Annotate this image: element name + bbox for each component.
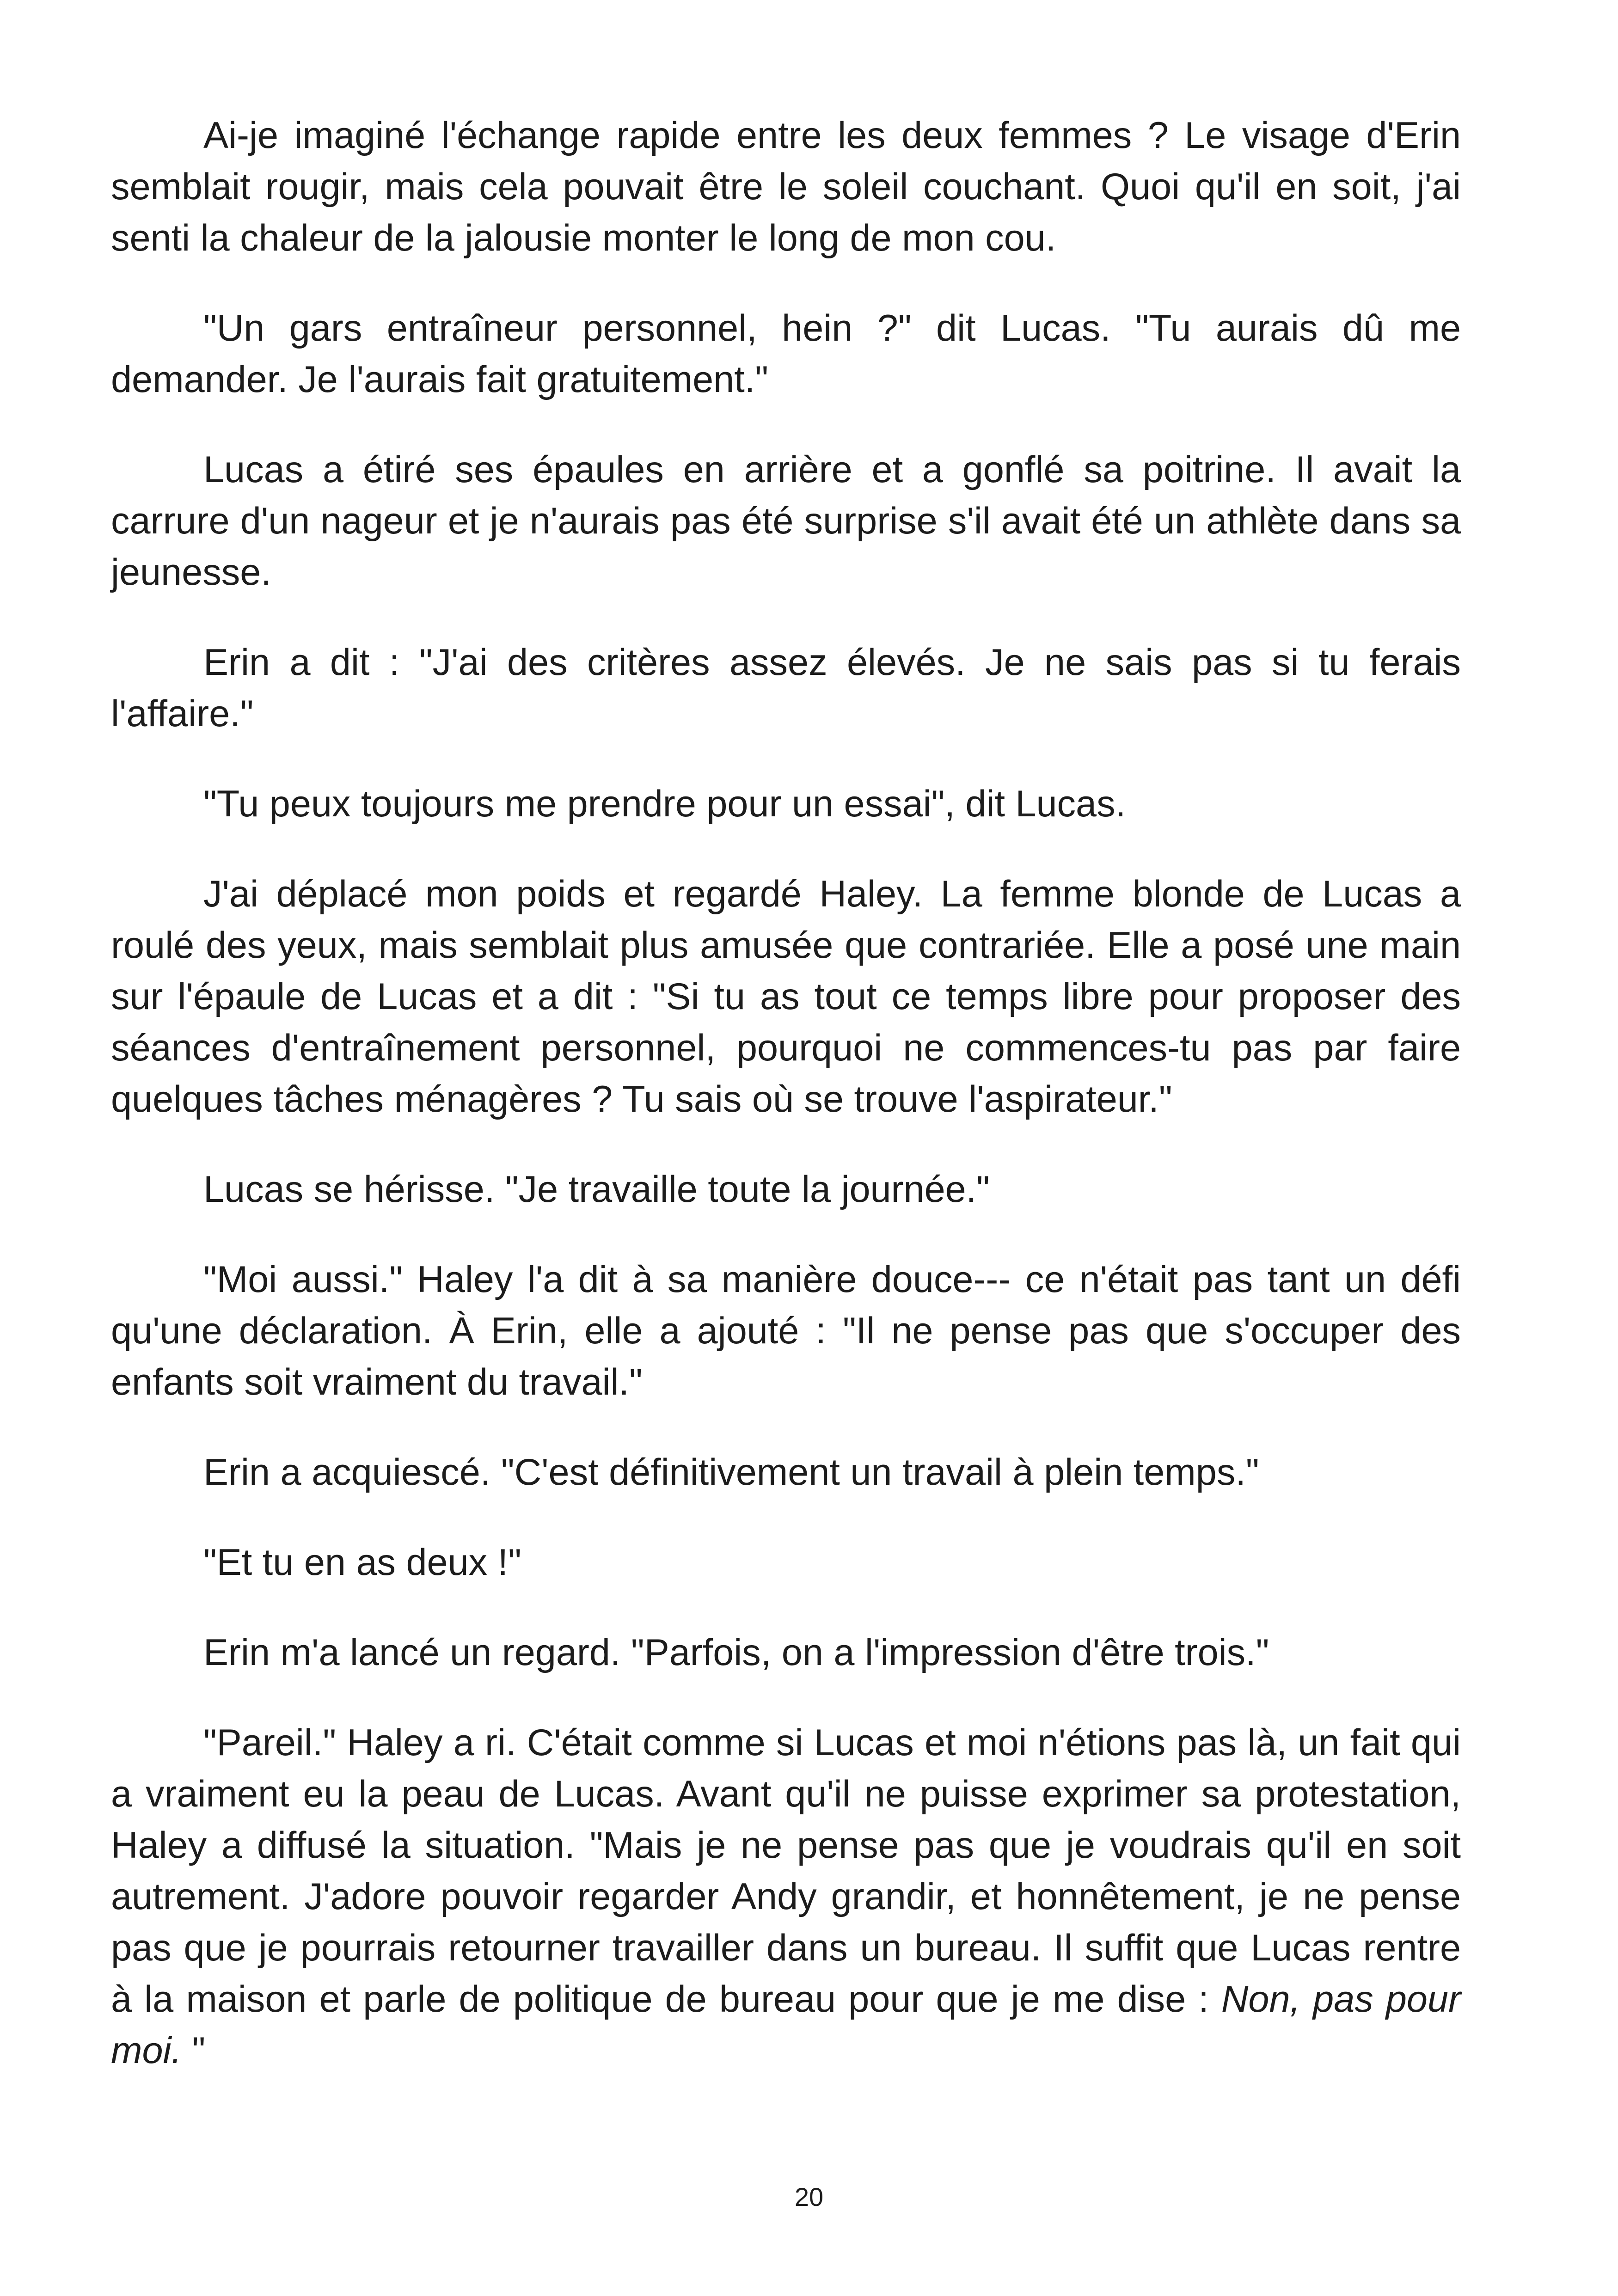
closing-quote: " [182, 2030, 206, 2071]
last-paragraph-text: "Pareil." Haley a ri. C'était comme si Lucas et moi n'étions pas là, un fait qui a vraiment eu la peau de Lucas. Avant qu'il ne puisse exprimer sa protestation, Haley a diffusé la situation. "Mais je ne pense pas que je voudrais qu'il en soit autrement. J'adore pouvoir regarder Andy grandir, et honnêtement, je ne pense pas que je pourrais retourner travailler dans un bureau. Il suffit que Lucas rentre à la maison et parle de politique de bureau pour que je me dise : [111, 1722, 1461, 2020]
body-text [111, 110, 1461, 2115]
paragraph: "Tu peux toujours me prendre pour un essai", dit Lucas. [203, 783, 1126, 825]
paragraph: "Un gars entraîneur personnel, hein ?" dit Lucas. "Tu aurais dû me demander. Je l'aurais fait gratuitement." [111, 307, 1461, 400]
paragraph: Lucas se hérisse. "Je travaille toute la journée." [203, 1169, 990, 1210]
page-number: 20 [794, 2182, 824, 2211]
paragraph: Lucas a étiré ses épaules en arrière et a gonflé sa poitrine. Il avait la carrure d'un nageur et je n'aurais pas été surprise s'il avait été un athlète dans sa jeunesse. [111, 449, 1461, 593]
paragraph: "Et tu en as deux !" [203, 1542, 521, 1583]
paragraph: J'ai déplacé mon poids et regardé Haley. La femme blonde de Lucas a roulé des yeux, mais semblait plus amusée que contrariée. Elle a posé une main sur l'épaule de Lucas et a dit : "Si tu as tout ce temps libre pour proposer des séances d'entraînement personnel, pourquoi ne commences-tu pas par faire quelques tâches ménagères ? Tu sais où se trouve l'aspirateur." [111, 873, 1461, 1120]
paragraph: Erin a acquiescé. "C'est définitivement un travail à plein temps." [203, 1451, 1259, 1493]
paragraph: "Moi aussi." Haley l'a dit à sa manière douce--- ce n'était pas tant un défi qu'une déclaration. À Erin, elle a ajouté : "Il ne pense pas que s'occuper des enfants soit vraiment du travail." [111, 1259, 1461, 1403]
italic-phrase: Non, pas pour moi. [111, 1978, 1461, 2071]
paragraph: Ai-je imaginé l'échange rapide entre les deux femmes ? Le visage d'Erin semblait rougir, mais cela pouvait être le soleil couchant. Quoi qu'il en soit, j'ai senti la chaleur de la jalousie monter le long de mon cou. [111, 115, 1461, 259]
paragraph: Erin m'a lancé un regard. "Parfois, on a l'impression d'être trois." [203, 1632, 1269, 1673]
last-paragraph [111, 1717, 1461, 2076]
paragraph: Erin a dit : "J'ai des critères assez élevés. Je ne sais pas si tu ferais l'affaire." [111, 642, 1461, 735]
